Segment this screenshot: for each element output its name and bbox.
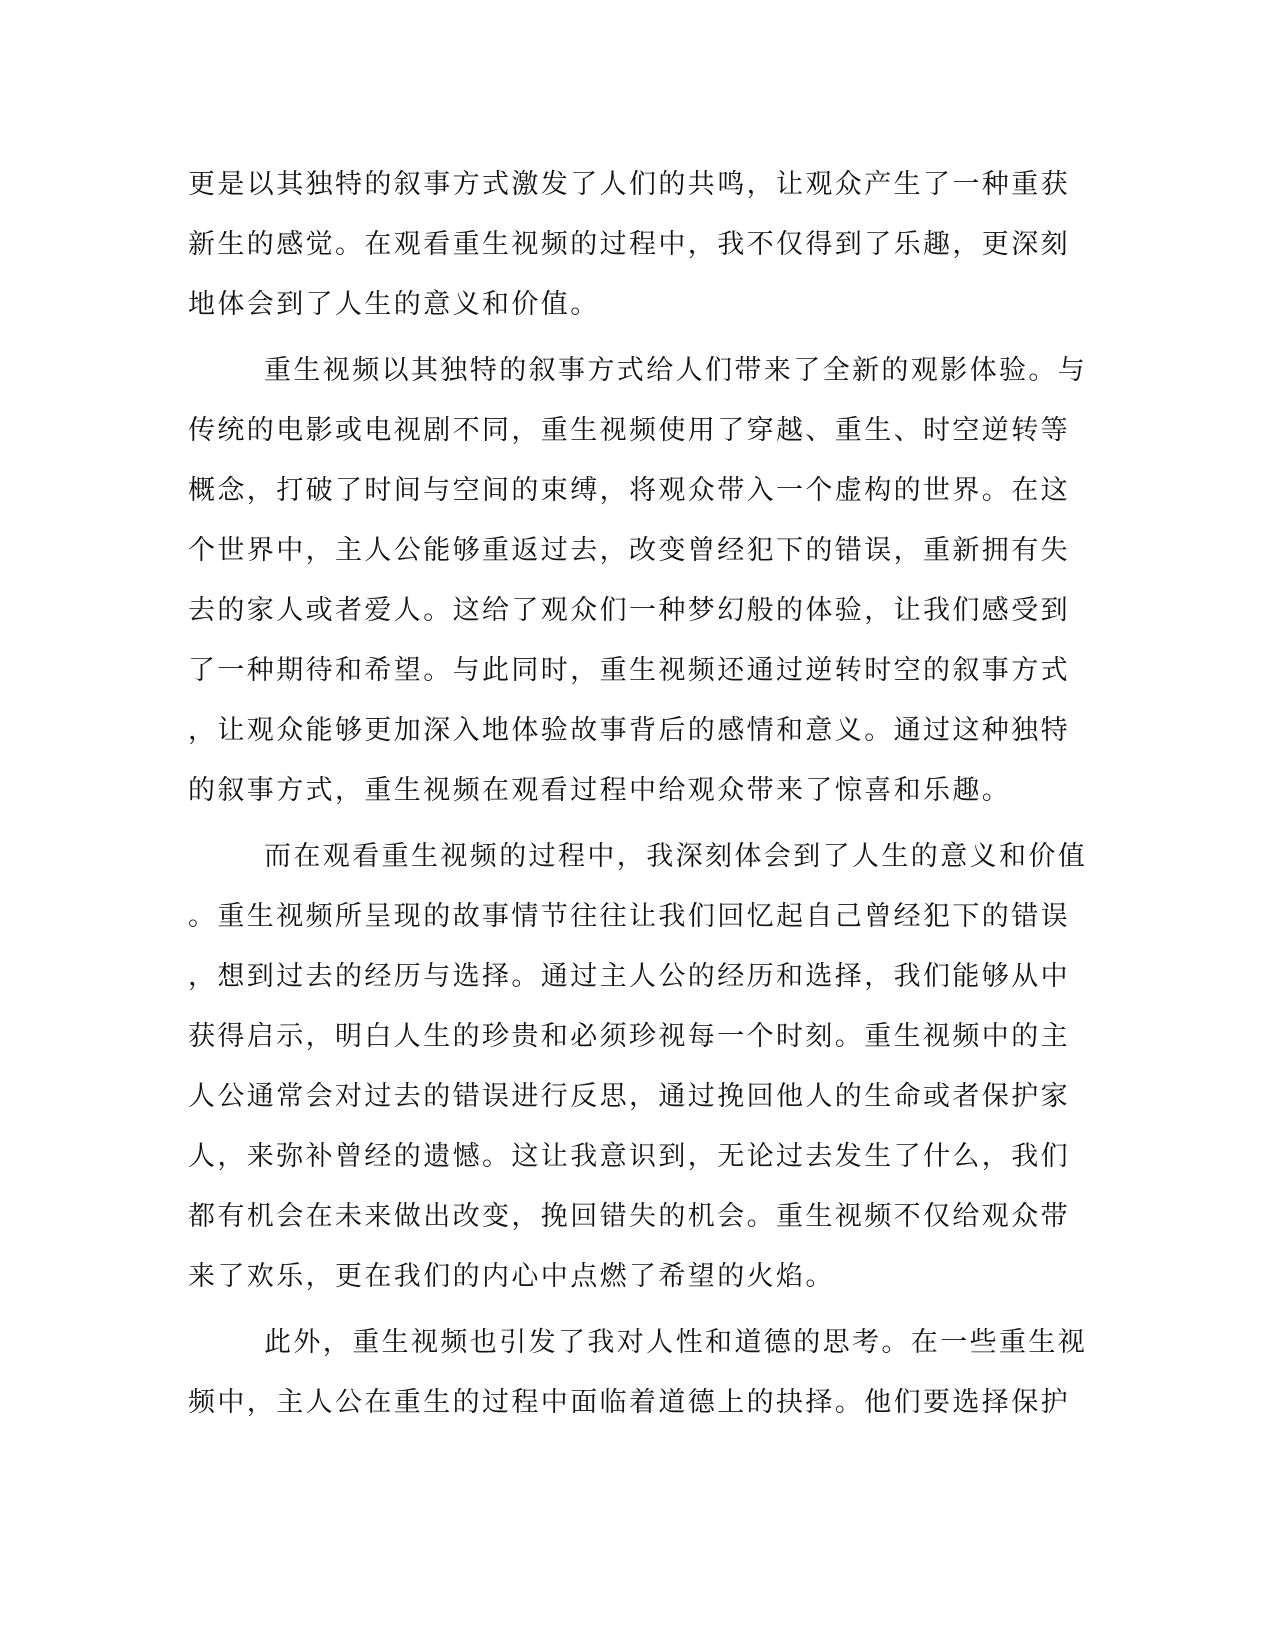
body-text	[188, 155, 1088, 1439]
paragraph-4	[188, 1313, 1088, 1433]
text-line: 频中，主人公在重生的过程中面临着道德上的抉择。他们要选择保护	[188, 1387, 1070, 1418]
text-line: 而在观看重生视频的过程中，我深刻体会到了人生的意义和价值	[264, 841, 1088, 872]
text-line: 了一种期待和希望。与此同时，重生视频还通过逆转时空的叙事方式	[188, 655, 1070, 686]
text-line: 此外，重生视频也引发了我对人性和道德的思考。在一些重生视	[264, 1327, 1088, 1358]
text-line: 去的家人或者爱人。这给了观众们一种梦幻般的体验，让我们感受到	[188, 595, 1070, 626]
text-line: 的叙事方式，重生视频在观看过程中给观众带来了惊喜和乐趣。	[188, 775, 1012, 806]
text-line: 都有机会在未来做出改变，挽回错失的机会。重生视频不仅给观众带	[188, 1201, 1070, 1232]
text-line: 获得启示，明白人生的珍贵和必须珍视每一个时刻。重生视频中的主	[188, 1021, 1070, 1052]
text-line: 概念，打破了时间与空间的束缚，将观众带入一个虚构的世界。在这	[188, 475, 1070, 506]
text-line: 重生视频以其独特的叙事方式给人们带来了全新的观影体验。与	[264, 355, 1088, 386]
text-line: ，想到过去的经历与选择。通过主人公的经历和选择，我们能够从中	[188, 961, 1070, 992]
text-line: 来了欢乐，更在我们的内心中点燃了希望的火焰。	[188, 1261, 835, 1292]
paragraph-1	[188, 155, 1068, 335]
text-line: 新生的感觉。在观看重生视频的过程中，我不仅得到了乐趣，更深刻	[188, 229, 1070, 260]
text-line: 人公通常会对过去的错误进行反思，通过挽回他人的生命或者保护家	[188, 1081, 1070, 1112]
paragraph-2	[188, 341, 1088, 821]
text-line: 个世界中，主人公能够重返过去，改变曾经犯下的错误，重新拥有失	[188, 535, 1070, 566]
text-line: 人，来弥补曾经的遗憾。这让我意识到，无论过去发生了什么，我们	[188, 1141, 1070, 1172]
paragraph-3	[188, 827, 1088, 1307]
text-line: 地体会到了人生的意义和价值。	[188, 289, 600, 320]
text-line: 传统的电影或电视剧不同，重生视频使用了穿越、重生、时空逆转等	[188, 415, 1070, 446]
text-line: 。重生视频所呈现的故事情节往往让我们回忆起自己曾经犯下的错误	[188, 901, 1070, 932]
text-line: ，让观众能够更加深入地体验故事背后的感情和意义。通过这种独特	[188, 715, 1070, 746]
text-line: 更是以其独特的叙事方式激发了人们的共鸣，让观众产生了一种重获	[188, 169, 1070, 200]
